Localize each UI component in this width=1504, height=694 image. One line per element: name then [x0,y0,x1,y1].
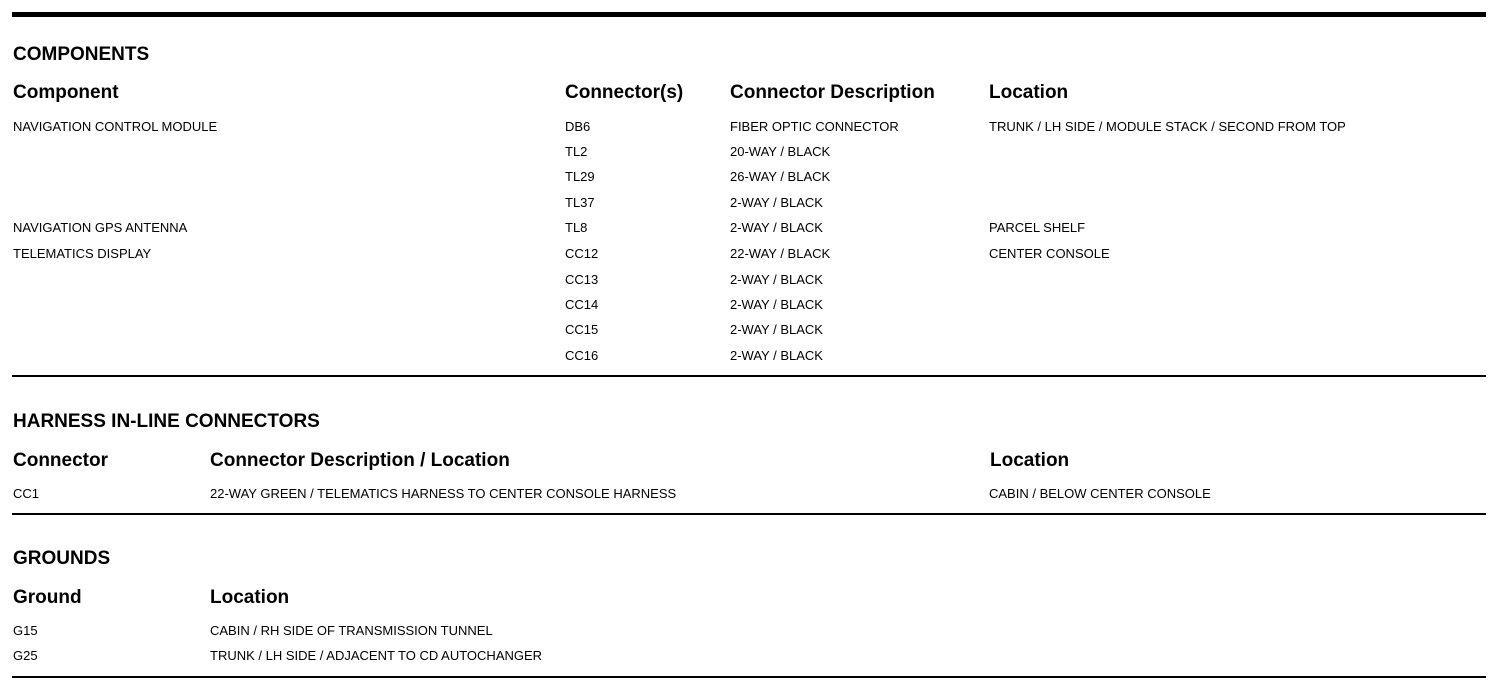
description-cell: 22-WAY GREEN / TELEMATICS HARNESS TO CENTER CONSOLE HARNESS [210,486,677,501]
location-cell: CENTER CONSOLE [989,246,1110,261]
connector-cell: CC15 [565,322,599,337]
components-divider [12,375,1486,377]
description-cell: 2-WAY / BLACK [730,297,823,312]
connector-cell: CC1 [13,486,40,501]
description-cell: FIBER OPTIC CONNECTOR [730,119,899,134]
ground-cell: G15 [13,623,38,638]
component-name-cell: NAVIGATION GPS ANTENNA [13,220,188,235]
harness-header-connector: Connector [13,450,108,471]
description-cell: 2-WAY / BLACK [730,272,823,287]
location-cell: CABIN / RH SIDE OF TRANSMISSION TUNNEL [210,623,493,638]
description-cell: 20-WAY / BLACK [730,144,831,159]
description-cell: 22-WAY / BLACK [730,246,831,261]
harness-header-location: Location [990,450,1070,471]
harness-section-title: HARNESS IN-LINE CONNECTORS [13,411,320,432]
connector-cell: CC12 [565,246,599,261]
components-header-component: Component [13,82,119,103]
grounds-section-title: GROUNDS [13,548,111,569]
component-name-cell: TELEMATICS DISPLAY [13,246,152,261]
connector-cell: CC14 [565,297,599,312]
components-header-description: Connector Description [730,82,935,103]
description-cell: 2-WAY / BLACK [730,322,823,337]
components-header-location: Location [989,82,1069,103]
components-header-connectors: Connector(s) [565,82,684,103]
description-cell: 2-WAY / BLACK [730,195,823,210]
components-section-title: COMPONENTS [13,44,150,65]
ground-cell: G25 [13,648,38,663]
connector-cell: CC13 [565,272,599,287]
description-cell: 26-WAY / BLACK [730,169,831,184]
description-cell: 2-WAY / BLACK [730,348,823,363]
connector-cell: TL37 [565,195,595,210]
location-cell: TRUNK / LH SIDE / MODULE STACK / SECOND FROM TOP [989,119,1346,134]
location-cell: CABIN / BELOW CENTER CONSOLE [989,486,1211,501]
connector-cell: CC16 [565,348,599,363]
location-cell: PARCEL SHELF [989,220,1086,235]
harness-divider [12,513,1486,515]
top-divider [12,12,1486,17]
description-cell: 2-WAY / BLACK [730,220,823,235]
connector-cell: TL8 [565,220,588,235]
harness-header-description: Connector Description / Location [210,450,510,471]
location-cell: TRUNK / LH SIDE / ADJACENT TO CD AUTOCHANGER [210,648,543,663]
connector-cell: TL29 [565,169,595,184]
component-name-cell: NAVIGATION CONTROL MODULE [13,119,218,134]
bottom-divider [12,676,1486,678]
grounds-header-location: Location [210,587,290,608]
connector-cell: DB6 [565,119,591,134]
grounds-header-ground: Ground [13,587,82,608]
connector-cell: TL2 [565,144,588,159]
